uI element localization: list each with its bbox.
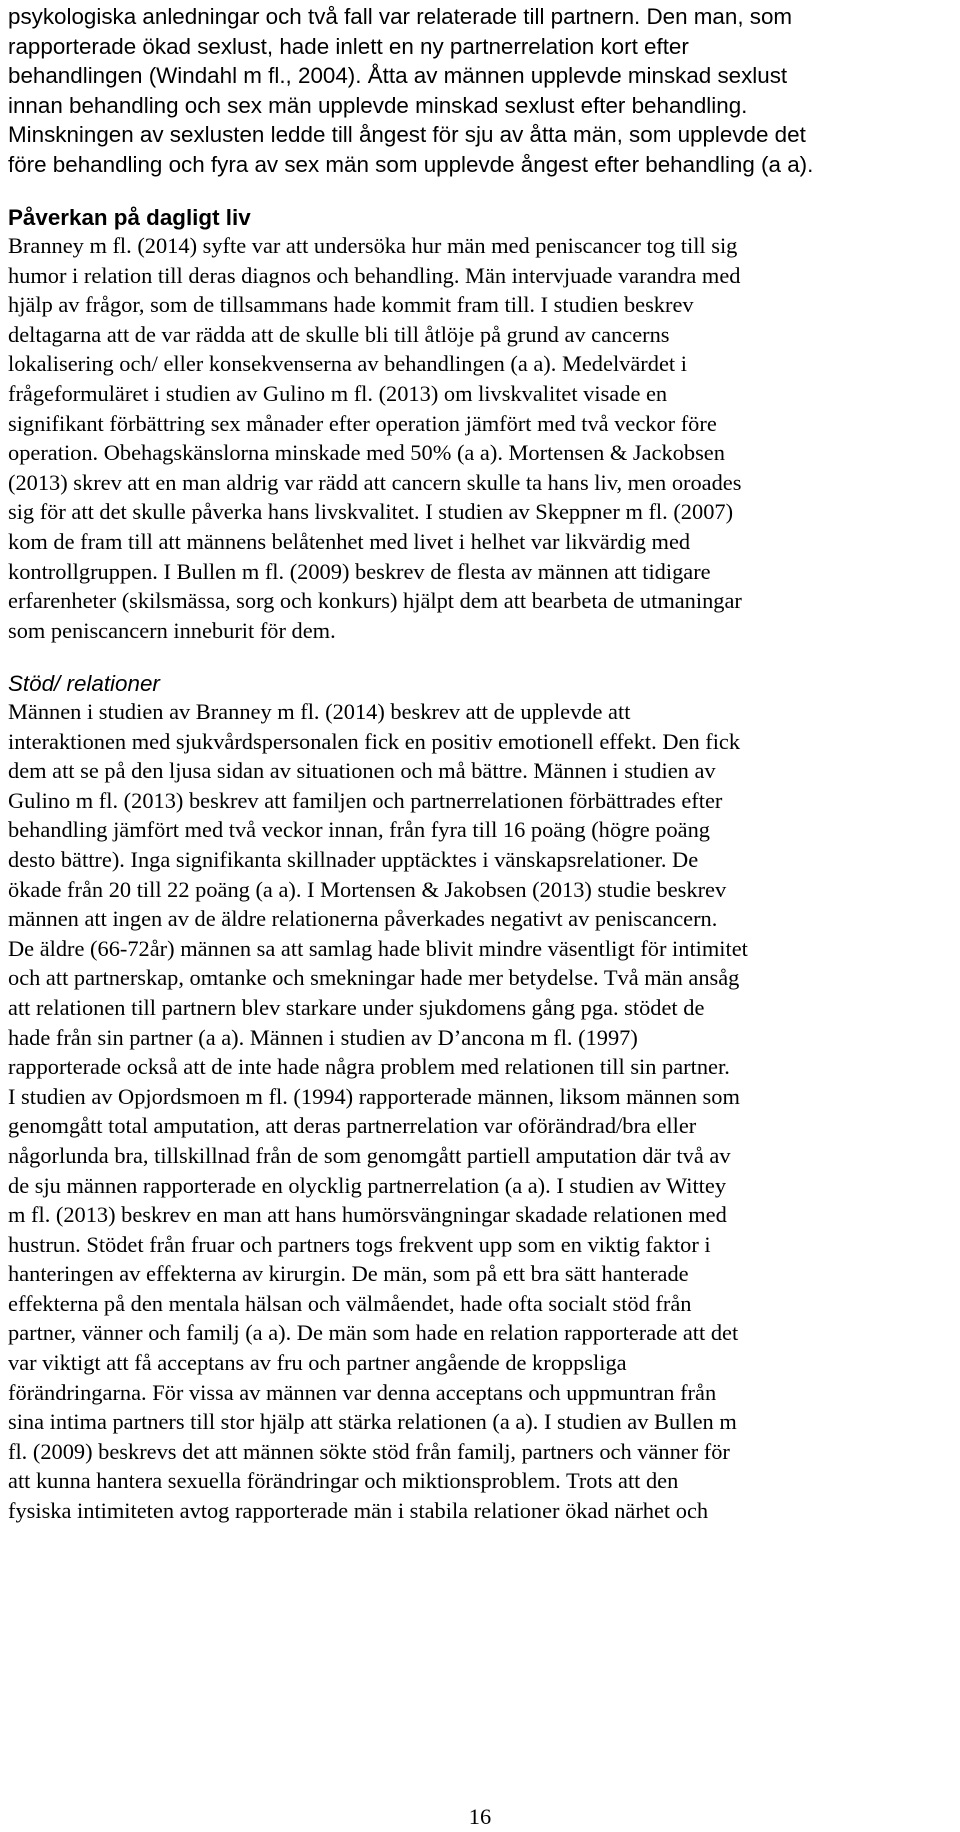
text-line: humor i relation till deras diagnos och behandling. Män intervjuade varandra med (8, 262, 741, 288)
text-line: innan behandling och sex män upplevde minskad sexlust efter behandling. (8, 92, 748, 118)
text-line: De äldre (66-72år) männen sa att samlag hade blivit mindre väsentligt för intimitet (8, 935, 748, 961)
text-line: och att partnerskap, omtanke och smekningar hade mer betydelse. Två män ansåg (8, 965, 740, 991)
text-line: någorlunda bra, tillskillnad från de som genomgått partiell amputation där två av (8, 1142, 731, 1168)
text-line: lokalisering och/ eller konsekvenserna av behandlingen (a a). Medelvärdet i (8, 351, 687, 377)
text-line: Branney m fl. (2014) syfte var att undersöka hur män med peniscancer tog till sig (8, 233, 738, 258)
text-line: partner, vänner och familj (a a). De män som hade en relation rapporterade att det (8, 1320, 739, 1346)
text-line: kontrollgruppen. I Bullen m fl. (2009) beskrev de flesta av männen att tidigare (8, 558, 711, 584)
text-line: fysiska intimiteten avtog rapporterade män i stabila relationer ökad närhet och (8, 1498, 709, 1524)
text-line: behandling jämfört med två veckor innan, från fyra till 16 poäng (högre poäng (8, 817, 710, 843)
paragraph-sexual-desire (8, 2, 944, 180)
text-line: hjälp av frågor, som de tillsammans hade kommit fram till. I studien beskrev (8, 292, 694, 318)
text-line: (2013) skrev att en man aldrig var rädd att cancern skulle ta hans liv, men oroades (8, 469, 742, 495)
text-line: männen att ingen av de äldre relationerna påverkades negativt av peniscancern. (8, 906, 718, 932)
text-line: hustrun. Stödet från fruar och partners togs frekvent upp som en viktig faktor i (8, 1231, 711, 1257)
paragraph-daily-life (8, 231, 944, 645)
text-line: ökade från 20 till 22 poäng (a a). I Mortensen & Jakobsen (2013) studie beskrev (8, 876, 727, 902)
text-line: dem att se på den ljusa sidan av situationen och må bättre. Männen i studien av (8, 758, 716, 784)
text-line: kom de fram till att männens belåtenhet med livet i helhet var likvärdig med (8, 528, 691, 554)
text-line: Minskningen av sexlusten ledde till ångest för sju av åtta män, som upplevde det (8, 122, 806, 148)
text-line: sina intima partners till stor hjälp att stärka relationen (a a). I studien av Bullen m (8, 1409, 737, 1435)
text-line: Gulino m fl. (2013) beskrev att familjen och partnerrelationen förbättrades efter (8, 787, 723, 813)
text-line: rapporterade ökad sexlust, hade inlett en ny partnerrelation kort efter (8, 33, 689, 59)
text-line: erfarenheter (skilsmässa, sorg och konkurs) hjälpt dem att bearbeta de utmaningar (8, 588, 742, 614)
section-heading-daily-life: Påverkan på dagligt liv (8, 205, 251, 230)
text-line: psykologiska anledningar och två fall var relaterade till partnern. Den man, som (8, 4, 793, 29)
text-line: signifikant förbättring sex månader efter operation jämfört med två veckor före (8, 410, 717, 436)
section-heading-support-relations: Stöd/ relationer (8, 671, 160, 696)
text-line: de sju männen rapporterade en olycklig partnerrelation (a a). I studien av Wittey (8, 1172, 727, 1198)
text-line: operation. Obehagskänslorna minskade med 50% (a a). Mortensen & Jackobsen (8, 440, 725, 466)
text-line: fl. (2009) beskrevs det att männen sökte stöd från familj, partners och vänner för (8, 1438, 730, 1464)
text-line: frågeformuläret i studien av Gulino m fl. (2013) om livskvalitet visade en (8, 380, 668, 406)
text-line: Männen i studien av Branney m fl. (2014) beskrev att de upplevde att (8, 699, 631, 724)
text-line: interaktionen med sjukvårdspersonalen fick en positiv emotionell effekt. Den fick (8, 728, 741, 754)
text-line: I studien av Opjordsmoen m fl. (1994) rapporterade männen, liksom männen som (8, 1083, 740, 1109)
text-line: att kunna hantera sexuella förändringar och miktionsproblem. Trots att den (8, 1468, 679, 1494)
text-line: effekterna på den mentala hälsan och välmåendet, hade ofta socialt stöd från (8, 1290, 692, 1316)
text-line: förändringarna. För vissa av männen var denna acceptans och uppmuntran från (8, 1379, 717, 1405)
text-line: rapporterade också att de inte hade några problem med relationen till sin partner. (8, 1054, 730, 1080)
paragraph-support-relations (8, 697, 944, 1526)
text-line: behandlingen (Windahl m fl., 2004). Åtta av männen upplevde minskad sexlust (8, 63, 788, 89)
text-line: före behandling och fyra av sex män som upplevde ångest efter behandling (a a). (8, 151, 814, 177)
text-line: desto bättre). Inga signifikanta skillnader upptäcktes i vänskapsrelationer. De (8, 846, 699, 872)
text-line: hade från sin partner (a a). Männen i studien av D’ancona m fl. (1997) (8, 1024, 638, 1050)
text-line: genomgått total amputation, att deras partnerrelation var oförändrad/bra eller (8, 1113, 697, 1139)
page-number: 16 (468, 1804, 492, 1829)
text-line: att relationen till partnern blev starkare under sjukdomens gång pga. stödet de (8, 994, 705, 1020)
text-line: hanteringen av effekterna av kirurgin. De män, som på ett bra sätt hanterade (8, 1261, 689, 1287)
text-line: deltagarna att de var rädda att de skulle bli till åtlöje på grund av cancerns (8, 321, 670, 347)
text-line: sig för att det skulle påverka hans livskvalitet. I studien av Skeppner m fl. (2007) (8, 499, 734, 525)
text-line: var viktigt att få acceptans av fru och partner angående de kroppsliga (8, 1350, 627, 1376)
text-line: m fl. (2013) beskrev en man att hans humörsvängningar skadade relationen med (8, 1202, 727, 1228)
text-line: som peniscancern inneburit för dem. (8, 617, 336, 643)
